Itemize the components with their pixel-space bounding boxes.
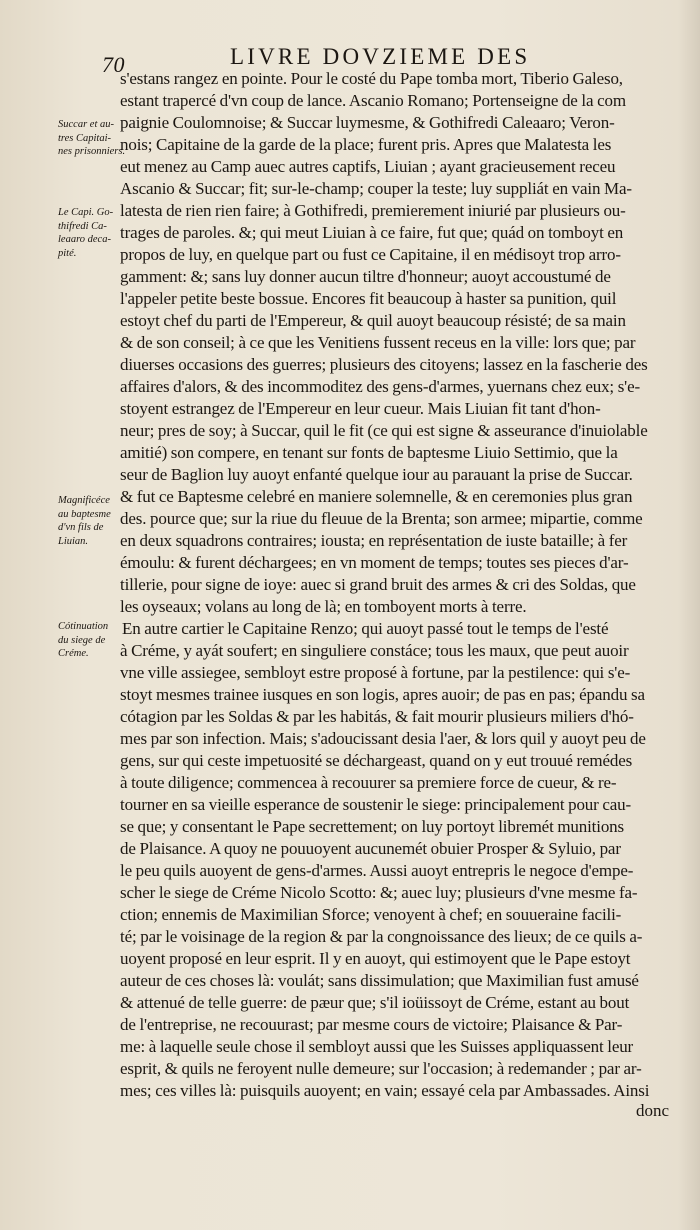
text-line: mes; ces villes là: puisquils auoyent; en vain; essayé cela par Ambassades. Ainsi [120, 1081, 650, 1100]
text-line: paignie Coulomnoise; & Succar luymesme, & Gothifredi Caleaaro; Veron- [120, 113, 615, 132]
text-line: propos de luy, en quelque part ou fust ce Capitaine, il en médisoyt trop arro- [120, 245, 621, 264]
text-line: l'appeler petite beste bossue. Encores fit beaucoup à haster sa punition, quil [120, 289, 617, 308]
text-line: émoulu: & furent déchargees; en vn moment de temps; toutes ses pieces d'ar- [120, 553, 629, 572]
text-line: té; par le voisinage de la region & par la congnoissance des lieux; de ce quils a- [120, 927, 643, 946]
text-line: mes par son infection. Mais; s'adoucissant desia l'aer, & lors quil y auoyt peu de [120, 729, 646, 748]
margin-note-line: d'vn fils de [58, 522, 104, 533]
margin-note-baptism [58, 494, 120, 548]
text-line: scher le siege de Créme Nicolo Scotto: &; auec luy; plusieurs d'vne mesme fa- [120, 883, 638, 902]
text-line: amitié) son compere, en tenant sur fonts de baptesme Liuio Settimio, que la [120, 443, 618, 462]
text-line: estoyt chef du parti de l'Empereur, & quil auoyt beaucoup résisté; de sa main [120, 311, 626, 330]
text-line: les oyseaux; volans au long de là; en tomboyent morts à terre. [120, 597, 527, 616]
text-line: des. pource que; sur la riue du fleuue de la Brenta; son armee; mipartie, comme [120, 509, 643, 528]
text-line: trages de paroles. &; qui meut Liuian à ce faire, fut que; quád on tomboyt en [120, 223, 624, 242]
text-line: diuerses occasions des guerres; plusieurs des citoyens; lassez en la fascherie des [120, 355, 648, 374]
margin-note-line: Liuian. [58, 535, 89, 547]
margin-note-captain-beheaded [58, 206, 120, 260]
text-line: neur; pres de soy; à Succar, quil le fit (ce qui est signe & asseurance d'inuiolable [120, 421, 648, 440]
text-line: estant trapercé d'vn coup de lance. Ascanio Romano; Portenseigne de la com [120, 91, 626, 110]
text-line: stoyent estrangez de l'Empereur en leur cueur. Mais Liuian fit tant d'hon- [120, 399, 601, 418]
text-line: à toute diligence; commencea à recouurer sa premiere force de cueur, & re- [120, 773, 617, 792]
text-line: à Créme, y ayát soufert; en singuliere constáce; tous les maux, que peut auoir [120, 641, 629, 660]
text-line: de l'entreprise, ne recouurast; par mesme cours de victoire; Plaisance & Par- [120, 1015, 623, 1034]
text-line: gamment: &; sans luy donner aucun tiltre d'honneur; auoyt accoustumé de [120, 267, 611, 286]
margin-note-line: Le Capi. Go- [58, 207, 114, 218]
text-line: cótagion par les Soldas & par les habitás, & fait mourir plusieurs miliers d'hó- [120, 707, 634, 726]
text-line: gens, sur qui ceste impetuosité se déchargeast, quand on y eut trouué remédes [120, 751, 633, 770]
text-line: & fut ce Baptesme celebré en maniere solemnelle, & en ceremonies plus gran [120, 487, 633, 506]
margin-note-line: thifredi Ca- [58, 220, 107, 232]
text-line: esprit, & quils ne feroyent nulle demeure; sur l'occasion; à redemander ; par ar- [120, 1059, 642, 1078]
margin-note-line: pité. [58, 247, 77, 259]
text-line: eut menez au Camp auec autres captifs, Liuian ; ayant gracieusement receu [120, 157, 616, 176]
margin-note-siege-of-creme [58, 620, 120, 661]
text-line: auteur de ces choses là: voulát; sans dissimulation; que Maximilian fust amusé [120, 971, 639, 990]
text-line: tourner en sa vieille esperance de soustenir le siege: principalement pour cau- [120, 795, 632, 814]
text-line: affaires d'alors, & des incommoditez des gens-d'armes, yuernans chez eux; s'e- [120, 377, 640, 396]
catchword: donc [636, 1101, 670, 1120]
text-line: en deux squadrons contraires; iousta; en représentation de iuste bataille; à fer [120, 531, 628, 550]
margin-note-prisoners [58, 118, 126, 159]
margin-note-line: Succar et au- [58, 119, 114, 130]
text-line: vne ville assiegee, sembloyt estre proposé à fortune, par la pestilence: qui s'e- [120, 663, 631, 682]
margin-note-line: tres Capitai- [58, 132, 111, 144]
text-line: stoyt mesmes trainee iusques en son logis, apres auoir; de pas en pas; épandu sa [120, 685, 645, 704]
margin-note-line: nes prisonniers. [58, 146, 126, 157]
text-line: s'estans rangez en pointe. Pour le costé du Pape tomba mort, Tiberio Galeso, [120, 69, 623, 88]
text-line: En autre cartier le Capitaine Renzo; qui auoyt passé tout le temps de l'esté [122, 619, 609, 638]
text-line: le peu quils auoyent de gens-d'armes. Aussi auoyt entrepris le negoce d'empe- [120, 861, 634, 880]
page-number: 70 [102, 52, 125, 77]
text-line: de Plaisance. A quoy ne pouuoyent aucunemét obuier Prosper & Syluio, par [120, 839, 621, 858]
text-line: me: à laquelle seule chose il sembloyt aussi que les Suisses appliquassent leur [120, 1037, 634, 1056]
text-line: tillerie, pour signe de ioye: auec si grand bruit des armes & cri des Soldas, que [120, 575, 636, 594]
margin-note-line: Cótinuation [58, 621, 109, 632]
text-line: ction; ennemis de Maximilian Sforce; venoyent à chef; en souueraine facili- [120, 905, 622, 924]
text-line: seur de Baglion luy auoyt enfanté quelque iour au parauant la prise de Succar. [120, 465, 633, 484]
page-gutter-shadow [678, 0, 700, 1230]
text-line: nois; Capitaine de la garde de la place; furent pris. Apres que Malatesta les [120, 135, 612, 154]
text-line: latesta de rien rien faire; à Gothifredi, premierement iniurié par plusieurs ou- [120, 201, 626, 220]
margin-note-line: leaaro deca- [58, 234, 111, 245]
margin-note-line: du siege de [58, 634, 106, 646]
margin-note-line: au baptesme [58, 508, 111, 520]
running-head: LIVRE DOVZIEME DES [230, 44, 531, 69]
text-line: se que; y consentant le Pape secrettement; on luy portoyt libremét munitions [120, 817, 624, 836]
margin-note-line: Créme. [58, 648, 89, 659]
text-line: Ascanio & Succar; fit; sur-le-champ; couper la teste; luy suppliát en vain Ma- [120, 179, 632, 198]
text-line: & de son conseil; à ce que les Venitiens fussent receus en la ville: lors que; par [120, 333, 636, 352]
margin-note-line: Magnificéce [58, 495, 110, 506]
text-line: & attenué de telle guerre: de pæur que; s'il ioüissoyt de Créme, estant au bout [120, 993, 630, 1012]
text-line: uoyent proposé en leur esprit. Il y en auoyt, qui estimoyent que le Pape estoyt [120, 949, 631, 968]
body-text [120, 68, 672, 1102]
